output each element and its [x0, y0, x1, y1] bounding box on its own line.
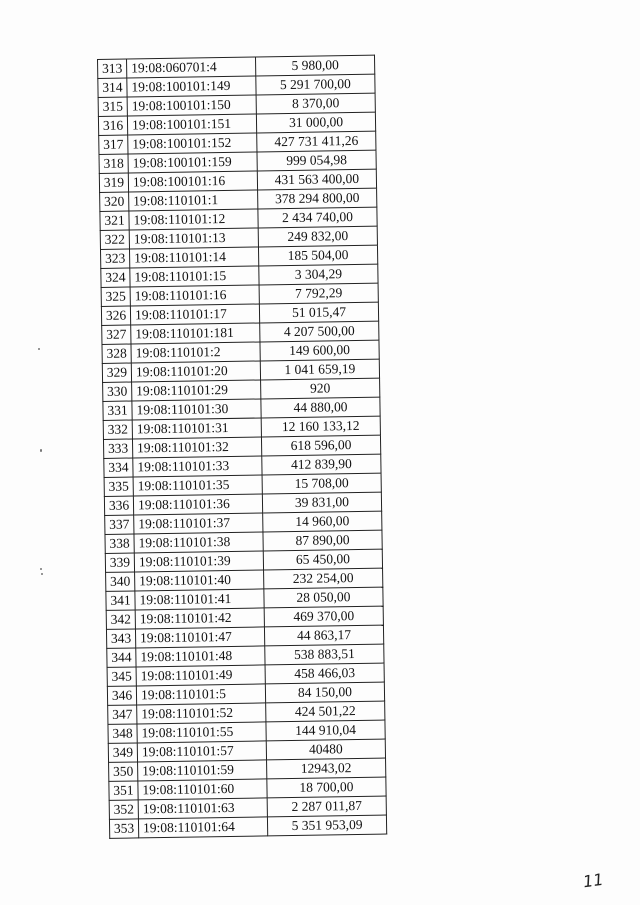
- row-number-cell: 350: [109, 762, 138, 781]
- amount-cell: 18 700,00: [267, 777, 386, 798]
- row-number-cell: 328: [102, 344, 131, 363]
- row-number-cell: 342: [106, 610, 135, 629]
- cadastral-number-cell: 19:08:110101:35: [133, 475, 262, 496]
- amount-cell: 1 041 659,19: [260, 359, 379, 380]
- amount-cell: 538 883,51: [265, 644, 384, 665]
- amount-cell: 44 863,17: [264, 625, 383, 646]
- cadastral-number-cell: 19:08:110101:36: [133, 494, 262, 515]
- scan-speck: [41, 573, 43, 575]
- cadastral-number-cell: 19:08:100101:149: [127, 76, 256, 97]
- amount-cell: 8 370,00: [256, 93, 375, 114]
- cadastral-number-cell: 19:08:110101:41: [135, 589, 264, 610]
- amount-cell: 5 351 953,09: [267, 815, 386, 836]
- row-number-cell: 340: [106, 572, 135, 591]
- cadastral-number-cell: 19:08:110101:2: [131, 342, 260, 363]
- cadastral-number-cell: 19:08:110101:42: [135, 608, 264, 629]
- amount-cell: 7 792,29: [259, 283, 378, 304]
- table-row: [109, 815, 386, 838]
- amount-cell: 87 890,00: [263, 530, 382, 551]
- cadastral-number-cell: 19:08:100101:159: [128, 152, 257, 173]
- amount-cell: 12943,02: [267, 758, 386, 779]
- scan-speck: [40, 568, 42, 570]
- amount-cell: 15 708,00: [262, 473, 381, 494]
- cadastral-number-cell: 19:08:110101:37: [134, 513, 263, 534]
- cadastral-number-cell: 19:08:110101:12: [129, 209, 258, 230]
- row-number-cell: 348: [108, 724, 137, 743]
- cadastral-number-cell: 19:08:110101:20: [131, 361, 260, 382]
- cadastral-number-cell: 19:08:110101:5: [136, 684, 265, 705]
- row-number-cell: 334: [104, 458, 133, 477]
- row-number-cell: 341: [106, 591, 135, 610]
- amount-cell: 424 501,22: [266, 701, 385, 722]
- cadastral-number-cell: 19:08:110101:31: [132, 418, 261, 439]
- row-number-cell: 317: [99, 135, 128, 154]
- row-number-cell: 313: [98, 59, 127, 78]
- cadastral-number-cell: 19:08:110101:33: [133, 456, 262, 477]
- row-number-cell: 323: [100, 249, 129, 268]
- row-number-cell: 337: [105, 515, 134, 534]
- cadastral-number-cell: 19:08:110101:60: [138, 779, 267, 800]
- row-number-cell: 343: [106, 629, 135, 648]
- cadastral-number-cell: 19:08:060701:4: [127, 57, 256, 78]
- row-number-cell: 315: [98, 97, 127, 116]
- cadastral-number-cell: 19:08:110101:32: [132, 437, 261, 458]
- scan-speck: [38, 348, 40, 350]
- amount-cell: 2 287 011,87: [267, 796, 386, 817]
- row-number-cell: 316: [98, 116, 127, 135]
- cadastral-number-cell: 19:08:110101:49: [136, 665, 265, 686]
- row-number-cell: 347: [108, 705, 137, 724]
- cadastral-number-cell: 19:08:100101:151: [127, 114, 256, 135]
- row-number-cell: 318: [99, 154, 128, 173]
- cadastral-number-cell: 19:08:110101:57: [137, 741, 266, 762]
- table-body: [98, 55, 387, 838]
- row-number-cell: 326: [101, 306, 130, 325]
- row-number-cell: 320: [100, 192, 129, 211]
- row-number-cell: 346: [107, 686, 136, 705]
- cadastral-number-cell: 19:08:110101:55: [137, 722, 266, 743]
- amount-cell: 5 291 700,00: [256, 74, 375, 95]
- row-number-cell: 324: [101, 268, 130, 287]
- row-number-cell: 353: [109, 819, 138, 838]
- cadastral-number-cell: 19:08:110101:13: [129, 228, 258, 249]
- row-number-cell: 331: [103, 401, 132, 420]
- row-number-cell: 345: [107, 667, 136, 686]
- amount-cell: 3 304,29: [259, 264, 378, 285]
- amount-cell: 12 160 133,12: [261, 416, 380, 437]
- amount-cell: 144 910,04: [266, 720, 385, 741]
- cadastral-number-cell: 19:08:110101:38: [134, 532, 263, 553]
- cadastral-number-cell: 19:08:110101:64: [138, 817, 267, 838]
- amount-cell: 427 731 411,26: [257, 131, 376, 152]
- cadastral-number-cell: 19:08:110101:181: [131, 323, 260, 344]
- amount-cell: 14 960,00: [263, 511, 382, 532]
- row-number-cell: 314: [98, 78, 127, 97]
- amount-cell: 4 207 500,00: [260, 321, 379, 342]
- cadastral-number-cell: 19:08:110101:39: [134, 551, 263, 572]
- amount-cell: 39 831,00: [262, 492, 381, 513]
- amount-cell: 84 150,00: [265, 682, 384, 703]
- amount-cell: 28 050,00: [264, 587, 383, 608]
- amount-cell: 999 054,98: [257, 150, 376, 171]
- handwritten-page-number: 11: [581, 869, 605, 892]
- amount-cell: 185 504,00: [258, 245, 377, 266]
- cadastral-number-cell: 19:08:110101:48: [136, 646, 265, 667]
- cadastral-number-cell: 19:08:110101:14: [129, 247, 258, 268]
- scan-speck: [40, 449, 42, 452]
- row-number-cell: 327: [102, 325, 131, 344]
- amount-cell: 412 839,90: [262, 454, 381, 475]
- amount-cell: 469 370,00: [264, 606, 383, 627]
- cadastral-number-cell: 19:08:100101:150: [127, 95, 256, 116]
- row-number-cell: 335: [104, 477, 133, 496]
- amount-cell: 5 980,00: [255, 55, 374, 76]
- cadastral-value-table: [97, 55, 387, 839]
- amount-cell: 44 880,00: [261, 397, 380, 418]
- row-number-cell: 339: [105, 553, 134, 572]
- amount-cell: 458 466,03: [265, 663, 384, 684]
- cadastral-number-cell: 19:08:110101:47: [135, 627, 264, 648]
- cadastral-number-cell: 19:08:110101:29: [132, 380, 261, 401]
- amount-cell: 65 450,00: [263, 549, 382, 570]
- cadastral-number-cell: 19:08:110101:1: [129, 190, 258, 211]
- cadastral-number-cell: 19:08:100101:152: [128, 133, 257, 154]
- row-number-cell: 352: [109, 800, 138, 819]
- row-number-cell: 325: [101, 287, 130, 306]
- cadastral-number-cell: 19:08:110101:52: [137, 703, 266, 724]
- row-number-cell: 332: [103, 420, 132, 439]
- cadastral-number-cell: 19:08:110101:30: [132, 399, 261, 420]
- amount-cell: 618 596,00: [261, 435, 380, 456]
- amount-cell: 31 000,00: [256, 112, 375, 133]
- row-number-cell: 336: [104, 496, 133, 515]
- row-number-cell: 333: [103, 439, 132, 458]
- row-number-cell: 351: [109, 781, 138, 800]
- row-number-cell: 344: [107, 648, 136, 667]
- row-number-cell: 329: [102, 363, 131, 382]
- amount-cell: 920: [261, 378, 380, 399]
- amount-cell: 249 832,00: [258, 226, 377, 247]
- cadastral-number-cell: 19:08:110101:16: [130, 285, 259, 306]
- amount-cell: 51 015,47: [259, 302, 378, 323]
- cadastral-number-cell: 19:08:110101:15: [130, 266, 259, 287]
- cadastral-number-cell: 19:08:110101:40: [135, 570, 264, 591]
- row-number-cell: 321: [100, 211, 129, 230]
- amount-cell: 232 254,00: [264, 568, 383, 589]
- cadastral-number-cell: 19:08:110101:63: [138, 798, 267, 819]
- amount-cell: 378 294 800,00: [258, 188, 377, 209]
- cadastral-number-cell: 19:08:110101:59: [138, 760, 267, 781]
- amount-cell: 431 563 400,00: [257, 169, 376, 190]
- amount-cell: 149 600,00: [260, 340, 379, 361]
- row-number-cell: 322: [100, 230, 129, 249]
- cadastral-number-cell: 19:08:110101:17: [130, 304, 259, 325]
- cadastral-number-cell: 19:08:100101:16: [128, 171, 257, 192]
- row-number-cell: 338: [105, 534, 134, 553]
- row-number-cell: 330: [103, 382, 132, 401]
- row-number-cell: 349: [108, 743, 137, 762]
- row-number-cell: 319: [99, 173, 128, 192]
- amount-cell: 40480: [266, 739, 385, 760]
- amount-cell: 2 434 740,00: [258, 207, 377, 228]
